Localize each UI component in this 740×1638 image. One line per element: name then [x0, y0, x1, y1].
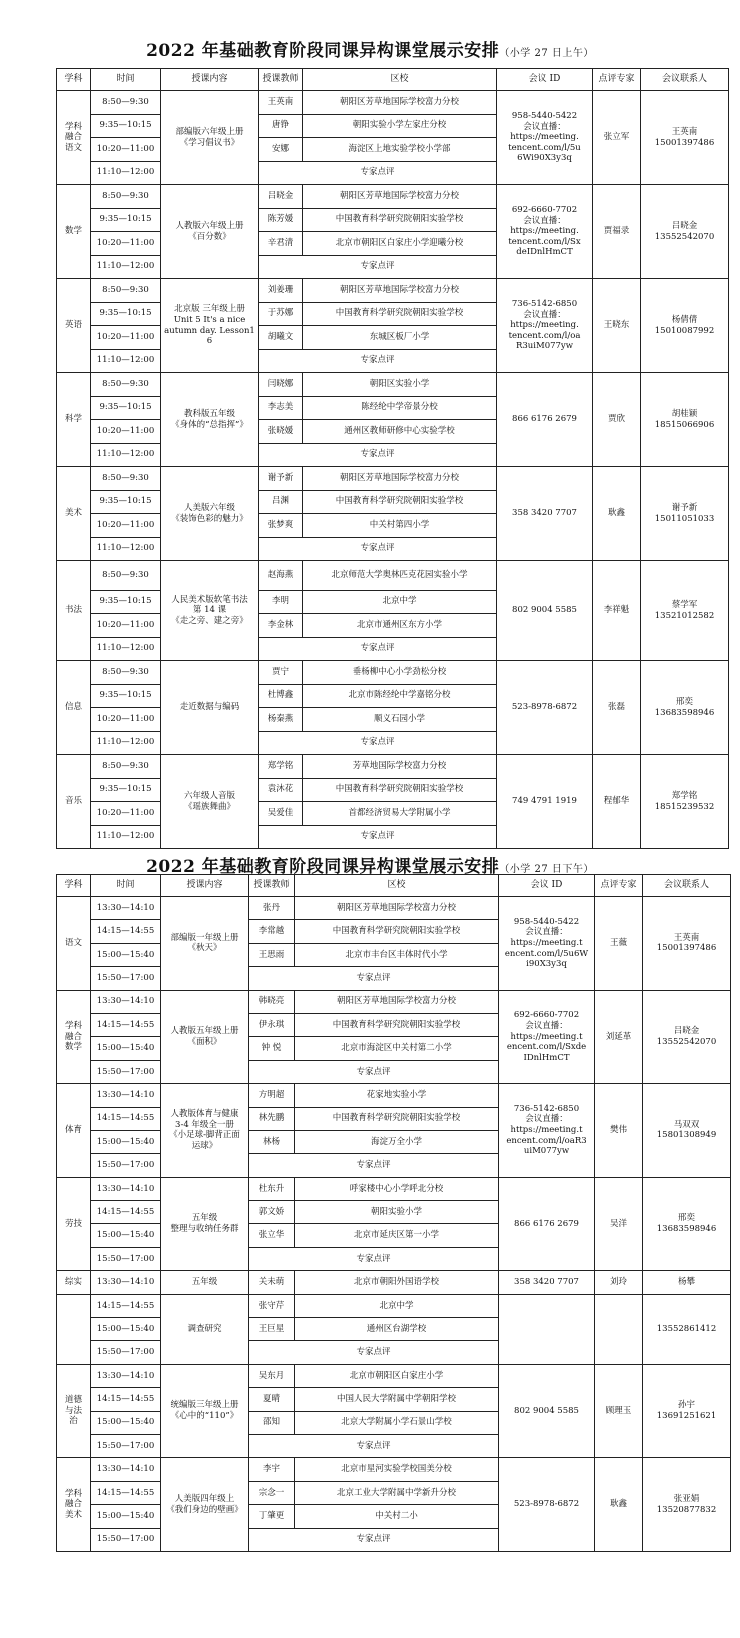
content-cell: 调查研究 — [161, 1294, 249, 1364]
teacher-cell: 林杨 — [249, 1130, 295, 1153]
meeting-id-cell: 866 6176 2679 — [497, 373, 593, 467]
time-cell: 14:15—14:55 — [91, 1201, 161, 1224]
school-cell: 朝阳区芳草地国际学校富力分校 — [295, 897, 499, 920]
school-cell: 中国教育科学研究院朝阳实验学校 — [303, 302, 497, 326]
teacher-cell: 宗念一 — [249, 1481, 295, 1504]
school-cell: 垂杨柳中心小学劲松分校 — [303, 661, 497, 685]
time-cell: 15:50—17:00 — [91, 1060, 161, 1083]
school-cell: 北京工业大学附属中学新升分校 — [295, 1481, 499, 1504]
time-cell: 14:15—14:55 — [91, 1107, 161, 1130]
column-header: 授课内容 — [161, 875, 249, 897]
time-cell: 15:50—17:00 — [91, 1341, 161, 1364]
content-cell: 北京版 三年级上册 Unit 5 It's a nice autumn day. Lesson1 6 — [161, 279, 259, 373]
school-cell: 呼家楼中心小学呼北分校 — [295, 1177, 499, 1200]
teacher-cell: 郭文娇 — [249, 1201, 295, 1224]
school-cell: 北京市丰台区丰体时代小学 — [295, 943, 499, 966]
time-cell: 15:00—15:40 — [91, 1505, 161, 1528]
school-cell: 陈经纶中学帝景分校 — [303, 396, 497, 420]
contact-cell: 王英南 15001397486 — [643, 897, 731, 991]
subject-cell: 劳技 — [57, 1177, 91, 1271]
time-cell: 10:20—11:00 — [91, 138, 161, 162]
table-row — [57, 1294, 731, 1317]
teacher-cell: 杜东升 — [249, 1177, 295, 1200]
school-cell: 北京大学附属小学石景山学校 — [295, 1411, 499, 1434]
teacher-cell: 王巨星 — [249, 1318, 295, 1341]
school-cell: 东城区板厂小学 — [303, 326, 497, 350]
column-header: 会议联系人 — [641, 69, 729, 91]
teacher-cell: 邵知 — [249, 1411, 295, 1434]
teacher-cell: 郑学铭 — [259, 755, 303, 779]
teacher-cell: 袁沐花 — [259, 778, 303, 802]
time-cell: 13:30—14:10 — [91, 897, 161, 920]
expert-cell: 贾福录 — [593, 185, 641, 279]
subject-cell — [57, 1294, 91, 1364]
time-cell: 9:35—10:15 — [91, 778, 161, 802]
subject-cell: 信息 — [57, 661, 91, 755]
subject-cell: 综实 — [57, 1271, 91, 1294]
teacher-cell: 谢予新 — [259, 467, 303, 491]
teacher-cell: 李明 — [259, 590, 303, 614]
time-cell: 10:20—11:00 — [91, 614, 161, 638]
meeting-id-cell: 802 9004 5585 — [497, 561, 593, 661]
time-cell: 9:35—10:15 — [91, 208, 161, 232]
column-header: 会议联系人 — [643, 875, 731, 897]
teacher-cell: 李志美 — [259, 396, 303, 420]
column-header: 授课教师 — [249, 875, 295, 897]
time-cell: 11:10—12:00 — [91, 537, 161, 561]
meeting-id-cell: 866 6176 2679 — [499, 1177, 595, 1271]
expert-review-cell: 专家点评 — [259, 825, 497, 849]
contact-cell: 孙宇 13691251621 — [643, 1364, 731, 1458]
time-cell: 9:35—10:15 — [91, 590, 161, 614]
time-cell: 8:50—9:30 — [91, 279, 161, 303]
time-cell: 9:35—10:15 — [91, 114, 161, 138]
expert-review-cell: 专家点评 — [249, 1528, 499, 1551]
school-cell: 芳草地国际学校富力分校 — [303, 755, 497, 779]
meeting-id-cell: 523-8978-6872 — [499, 1458, 595, 1552]
meeting-id-cell: 358 3420 7707 — [497, 467, 593, 561]
time-cell: 8:50—9:30 — [91, 561, 161, 591]
table-row — [57, 755, 729, 779]
time-cell: 10:20—11:00 — [91, 326, 161, 350]
content-cell: 走近数据与编码 — [161, 661, 259, 755]
meeting-id-cell: 358 3420 7707 — [499, 1271, 595, 1294]
school-cell: 首都经济贸易大学附属小学 — [303, 802, 497, 826]
contact-cell: 蔡学军 13521012582 — [641, 561, 729, 661]
time-cell: 15:00—15:40 — [91, 1037, 161, 1060]
content-cell: 人美版六年级 《装饰色彩的魅力》 — [161, 467, 259, 561]
expert-cell — [595, 1294, 643, 1364]
teacher-cell: 吕晓金 — [259, 185, 303, 209]
school-cell: 中国教育科学研究院朝阳实验学校 — [303, 778, 497, 802]
content-cell: 人教版六年级上册 《百分数》 — [161, 185, 259, 279]
column-header: 学科 — [57, 69, 91, 91]
time-cell: 10:20—11:00 — [91, 708, 161, 732]
teacher-cell: 唐铮 — [259, 114, 303, 138]
expert-review-cell: 专家点评 — [259, 731, 497, 755]
expert-review-cell: 专家点评 — [259, 537, 497, 561]
content-cell: 人教版体育与健康 3-4 年级全一册 《小足球-脚背正面 运球》 — [161, 1084, 249, 1178]
table-row — [57, 561, 729, 591]
time-cell: 11:10—12:00 — [91, 349, 161, 373]
school-cell: 朝阳区芳草地国际学校富力分校 — [303, 467, 497, 491]
contact-cell: 张亚娟 13520877832 — [643, 1458, 731, 1552]
teacher-cell: 吕渊 — [259, 490, 303, 514]
contact-cell: 邢奕 13683598946 — [643, 1177, 731, 1271]
column-header: 学科 — [57, 875, 91, 897]
school-cell: 北京市延庆区第一小学 — [295, 1224, 499, 1247]
time-cell: 10:20—11:00 — [91, 802, 161, 826]
content-cell: 人美版四年级上 《我们身边的壁画》 — [161, 1458, 249, 1552]
subject-cell: 学科 融合 数学 — [57, 990, 91, 1084]
school-cell: 花家地实验小学 — [295, 1084, 499, 1107]
time-cell: 8:50—9:30 — [91, 467, 161, 491]
contact-cell: 杨攀 — [643, 1271, 731, 1294]
meeting-id-cell: 802 9004 5585 — [499, 1364, 595, 1458]
teacher-cell: 张梦爽 — [259, 514, 303, 538]
morning-schedule-table — [56, 68, 729, 849]
teacher-cell: 王思雨 — [249, 943, 295, 966]
contact-cell: 杨倩倩 15010087992 — [641, 279, 729, 373]
table-row — [57, 1271, 731, 1294]
teacher-cell: 闫晓娜 — [259, 373, 303, 397]
teacher-cell: 张立华 — [249, 1224, 295, 1247]
time-cell: 15:50—17:00 — [91, 1528, 161, 1551]
school-cell: 朝阳区实验小学 — [303, 373, 497, 397]
table-row — [57, 91, 729, 115]
table-row — [57, 1458, 731, 1481]
teacher-cell: 张丹 — [249, 897, 295, 920]
table-row — [57, 467, 729, 491]
teacher-cell: 关未萌 — [249, 1271, 295, 1294]
school-cell: 朝阳区芳草地国际学校富力分校 — [295, 990, 499, 1013]
teacher-cell: 韩晓亮 — [249, 990, 295, 1013]
column-header: 会议 ID — [499, 875, 595, 897]
time-cell: 15:50—17:00 — [91, 967, 161, 990]
table-row — [57, 1177, 731, 1200]
school-cell: 中国教育科学研究院朝阳实验学校 — [295, 1107, 499, 1130]
time-cell: 11:10—12:00 — [91, 161, 161, 185]
school-cell: 朝阳区芳草地国际学校富力分校 — [303, 185, 497, 209]
expert-cell: 程郁华 — [593, 755, 641, 849]
time-cell: 11:10—12:00 — [91, 255, 161, 279]
school-cell: 海淀区上地实验学校小学部 — [303, 138, 497, 162]
school-cell: 通州区台湖学校 — [295, 1318, 499, 1341]
time-cell: 11:10—12:00 — [91, 825, 161, 849]
column-header: 点评专家 — [593, 69, 641, 91]
content-cell: 五年级 整理与收纳任务群 — [161, 1177, 249, 1271]
time-cell: 15:50—17:00 — [91, 1154, 161, 1177]
table-row — [57, 661, 729, 685]
teacher-cell: 胡曦文 — [259, 326, 303, 350]
school-cell: 中国教育科学研究院朝阳实验学校 — [303, 490, 497, 514]
table-row — [57, 897, 731, 920]
time-cell: 9:35—10:15 — [91, 490, 161, 514]
time-cell: 10:20—11:00 — [91, 420, 161, 444]
time-cell: 14:15—14:55 — [91, 920, 161, 943]
school-cell: 朝阳区芳草地国际学校富力分校 — [303, 279, 497, 303]
teacher-cell: 吴爱佳 — [259, 802, 303, 826]
teacher-cell: 陈芳媛 — [259, 208, 303, 232]
teacher-cell: 杨秦燕 — [259, 708, 303, 732]
content-cell: 教科版五年级 《身体的“总指挥”》 — [161, 373, 259, 467]
teacher-cell: 张守芹 — [249, 1294, 295, 1317]
time-cell: 14:15—14:55 — [91, 1388, 161, 1411]
meeting-id-cell — [499, 1294, 595, 1364]
school-cell: 中国人民大学附属中学朝阳学校 — [295, 1388, 499, 1411]
expert-review-cell: 专家点评 — [249, 1154, 499, 1177]
subject-cell: 学科 融合 美术 — [57, 1458, 91, 1552]
teacher-cell: 方明超 — [249, 1084, 295, 1107]
time-cell: 9:35—10:15 — [91, 302, 161, 326]
time-cell: 15:00—15:40 — [91, 1318, 161, 1341]
contact-cell: 13552861412 — [643, 1294, 731, 1364]
time-cell: 9:35—10:15 — [91, 396, 161, 420]
teacher-cell: 林先鹏 — [249, 1107, 295, 1130]
contact-cell: 谢予新 15011051033 — [641, 467, 729, 561]
time-cell: 15:50—17:00 — [91, 1247, 161, 1270]
school-cell: 通州区教师研修中心实验学校 — [303, 420, 497, 444]
school-cell: 北京市朝阳区白家庄小学迎曦分校 — [303, 232, 497, 256]
teacher-cell: 李常越 — [249, 920, 295, 943]
expert-review-cell: 专家点评 — [259, 349, 497, 373]
time-cell: 13:30—14:10 — [91, 1458, 161, 1481]
content-cell: 部编版一年级上册 《秋天》 — [161, 897, 249, 991]
afternoon-title: 2022 年基础教育阶段同课异构课堂展示安排（小学 27 日下午） — [146, 857, 594, 877]
school-cell: 顺义石园小学 — [303, 708, 497, 732]
time-cell: 8:50—9:30 — [91, 91, 161, 115]
school-cell: 中国教育科学研究院朝阳实验学校 — [295, 1013, 499, 1036]
column-header: 时间 — [91, 69, 161, 91]
expert-cell: 顾理玉 — [595, 1364, 643, 1458]
meeting-id-cell: 958-5440-5422 会议直播： https://meeting.t encent.com/l/5u6W i90X3y3q — [499, 897, 595, 991]
expert-cell: 张立军 — [593, 91, 641, 185]
column-header: 授课教师 — [259, 69, 303, 91]
afternoon-schedule-table — [56, 874, 731, 1552]
teacher-cell: 伊永琪 — [249, 1013, 295, 1036]
time-cell: 11:10—12:00 — [91, 637, 161, 661]
subject-cell: 学科 融合 语文 — [57, 91, 91, 185]
time-cell: 8:50—9:30 — [91, 373, 161, 397]
teacher-cell: 钟 悦 — [249, 1037, 295, 1060]
expert-cell: 耿鑫 — [593, 467, 641, 561]
school-cell: 朝阳实验小学 — [295, 1201, 499, 1224]
school-cell: 中关村第四小学 — [303, 514, 497, 538]
time-cell: 13:30—14:10 — [91, 990, 161, 1013]
time-cell: 11:10—12:00 — [91, 443, 161, 467]
table-row — [57, 990, 731, 1013]
time-cell: 9:35—10:15 — [91, 684, 161, 708]
teacher-cell: 丁肇更 — [249, 1505, 295, 1528]
morning-title: 2022 年基础教育阶段同课异构课堂展示安排（小学 27 日上午） — [146, 41, 594, 61]
meeting-id-cell: 749 4791 1919 — [497, 755, 593, 849]
meeting-id-cell: 523-8978-6872 — [497, 661, 593, 755]
school-cell: 中国教育科学研究院朝阳实验学校 — [295, 920, 499, 943]
time-cell: 15:00—15:40 — [91, 1130, 161, 1153]
time-cell: 15:00—15:40 — [91, 943, 161, 966]
expert-review-cell: 专家点评 — [249, 1247, 499, 1270]
teacher-cell: 杜博鑫 — [259, 684, 303, 708]
contact-cell: 吕晓金 13552542070 — [641, 185, 729, 279]
teacher-cell: 辛君清 — [259, 232, 303, 256]
expert-cell: 贾欣 — [593, 373, 641, 467]
teacher-cell: 王英南 — [259, 91, 303, 115]
expert-cell: 刘玲 — [595, 1271, 643, 1294]
school-cell: 北京市朝阳区白家庄小学 — [295, 1364, 499, 1387]
expert-cell: 吴洋 — [595, 1177, 643, 1271]
school-cell: 北京市陈经纶中学嘉铭分校 — [303, 684, 497, 708]
school-cell: 北京市星河实验学校国美分校 — [295, 1458, 499, 1481]
time-cell: 15:00—15:40 — [91, 1224, 161, 1247]
subject-cell: 英语 — [57, 279, 91, 373]
teacher-cell: 赵海燕 — [259, 561, 303, 591]
time-cell: 13:30—14:10 — [91, 1084, 161, 1107]
subject-cell: 道德 与法 治 — [57, 1364, 91, 1458]
subject-cell: 美术 — [57, 467, 91, 561]
time-cell: 13:30—14:10 — [91, 1271, 161, 1294]
school-cell: 北京中学 — [295, 1294, 499, 1317]
table-row — [57, 1084, 731, 1107]
contact-cell: 郑学铭 18515239532 — [641, 755, 729, 849]
expert-cell: 樊伟 — [595, 1084, 643, 1178]
teacher-cell: 李宇 — [249, 1458, 295, 1481]
expert-cell: 王薇 — [595, 897, 643, 991]
teacher-cell: 刘姜珊 — [259, 279, 303, 303]
teacher-cell: 夏晴 — [249, 1388, 295, 1411]
time-cell: 15:00—15:40 — [91, 1411, 161, 1434]
teacher-cell: 贾宁 — [259, 661, 303, 685]
column-header: 会议 ID — [497, 69, 593, 91]
subject-cell: 体育 — [57, 1084, 91, 1178]
time-cell: 10:20—11:00 — [91, 232, 161, 256]
table-row — [57, 373, 729, 397]
expert-cell: 李祥魁 — [593, 561, 641, 661]
expert-review-cell: 专家点评 — [249, 1060, 499, 1083]
table-row — [57, 279, 729, 303]
time-cell: 15:50—17:00 — [91, 1434, 161, 1457]
meeting-id-cell: 692-6660-7702 会议直播： https://meeting. tencent.com/l/Sx deIDnlHmCT — [497, 185, 593, 279]
column-header: 点评专家 — [595, 875, 643, 897]
column-header: 区校 — [303, 69, 497, 91]
expert-cell: 王晓东 — [593, 279, 641, 373]
expert-review-cell: 专家点评 — [249, 1341, 499, 1364]
time-cell: 11:10—12:00 — [91, 731, 161, 755]
table-row — [57, 1364, 731, 1387]
time-cell: 13:30—14:10 — [91, 1177, 161, 1200]
subject-cell: 语文 — [57, 897, 91, 991]
time-cell: 8:50—9:30 — [91, 755, 161, 779]
column-header: 区校 — [295, 875, 499, 897]
contact-cell: 胡桂颖 18515066906 — [641, 373, 729, 467]
contact-cell: 邢奕 13683598946 — [641, 661, 729, 755]
subject-cell: 科学 — [57, 373, 91, 467]
contact-cell: 马双双 15801308949 — [643, 1084, 731, 1178]
expert-review-cell: 专家点评 — [249, 967, 499, 990]
table-row — [57, 185, 729, 209]
time-cell: 8:50—9:30 — [91, 185, 161, 209]
content-cell: 人民美术版软笔书法 第 14 课 《走之旁、建之旁》 — [161, 561, 259, 661]
time-cell: 8:50—9:30 — [91, 661, 161, 685]
school-cell: 中国教育科学研究院朝阳实验学校 — [303, 208, 497, 232]
column-header: 授课内容 — [161, 69, 259, 91]
subject-cell: 书法 — [57, 561, 91, 661]
time-cell: 13:30—14:10 — [91, 1364, 161, 1387]
school-cell: 朝阳区芳草地国际学校富力分校 — [303, 91, 497, 115]
contact-cell: 吕晓金 13552542070 — [643, 990, 731, 1084]
teacher-cell: 吴东月 — [249, 1364, 295, 1387]
teacher-cell: 于苏娜 — [259, 302, 303, 326]
content-cell: 六年级人音版 《瑶族舞曲》 — [161, 755, 259, 849]
school-cell: 北京市海淀区中关村第二小学 — [295, 1037, 499, 1060]
expert-cell: 刘延革 — [595, 990, 643, 1084]
content-cell: 五年级 — [161, 1271, 249, 1294]
expert-review-cell: 专家点评 — [249, 1434, 499, 1457]
content-cell: 部编版六年级上册 《学习倡议书》 — [161, 91, 259, 185]
meeting-id-cell: 736-5142-6850 会议直播： https://meeting.t encent.com/l/oaR3 uiM077yw — [499, 1084, 595, 1178]
school-cell: 北京市朝阳外国语学校 — [295, 1271, 499, 1294]
expert-review-cell: 专家点评 — [259, 161, 497, 185]
meeting-id-cell: 736-5142-6850 会议直播： https://meeting. tencent.com/l/oa R3uiM077yw — [497, 279, 593, 373]
school-cell: 中关村二小 — [295, 1505, 499, 1528]
content-cell: 统编版三年级上册 《心中的“110”》 — [161, 1364, 249, 1458]
content-cell: 人教版五年级上册 《面积》 — [161, 990, 249, 1084]
expert-review-cell: 专家点评 — [259, 637, 497, 661]
time-cell: 14:15—14:55 — [91, 1013, 161, 1036]
teacher-cell: 安娜 — [259, 138, 303, 162]
expert-cell: 张磊 — [593, 661, 641, 755]
school-cell: 北京师范大学奥林匹克花园实验小学 — [303, 561, 497, 591]
school-cell: 北京市通州区东方小学 — [303, 614, 497, 638]
school-cell: 北京中学 — [303, 590, 497, 614]
teacher-cell: 张晓媛 — [259, 420, 303, 444]
column-header: 时间 — [91, 875, 161, 897]
school-cell: 海淀万全小学 — [295, 1130, 499, 1153]
teacher-cell: 李金林 — [259, 614, 303, 638]
subject-cell: 音乐 — [57, 755, 91, 849]
school-cell: 朝阳实验小学左家庄分校 — [303, 114, 497, 138]
time-cell: 10:20—11:00 — [91, 514, 161, 538]
time-cell: 14:15—14:55 — [91, 1294, 161, 1317]
meeting-id-cell: 692-6660-7702 会议直播： https://meeting.t encent.com/l/Sxde IDnlHmCT — [499, 990, 595, 1084]
time-cell: 14:15—14:55 — [91, 1481, 161, 1504]
expert-review-cell: 专家点评 — [259, 255, 497, 279]
expert-cell: 耿鑫 — [595, 1458, 643, 1552]
expert-review-cell: 专家点评 — [259, 443, 497, 467]
contact-cell: 王英南 15001397486 — [641, 91, 729, 185]
meeting-id-cell: 958-5440-5422 会议直播： https://meeting. tencent.com/l/5u 6Wi90X3y3q — [497, 91, 593, 185]
subject-cell: 数学 — [57, 185, 91, 279]
